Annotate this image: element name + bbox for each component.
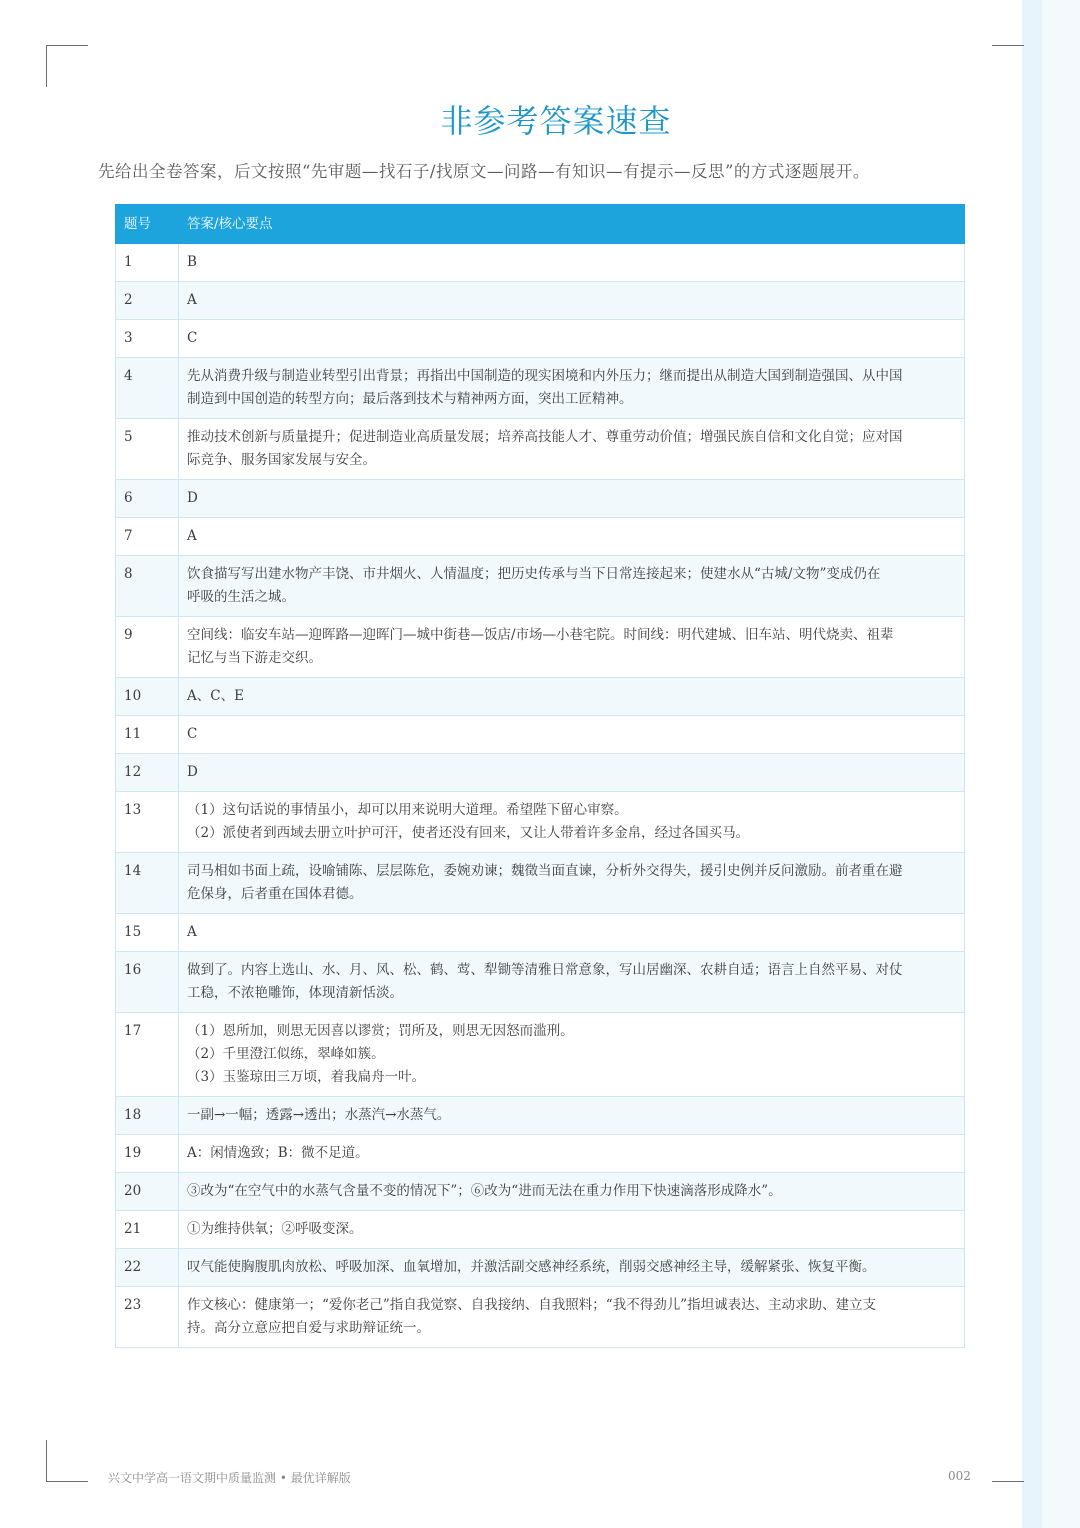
header-question-number: 题号 bbox=[116, 205, 179, 244]
question-number-cell: 3 bbox=[116, 320, 179, 358]
answer-cell bbox=[179, 792, 965, 853]
crop-mark-bottom-left-v bbox=[46, 1440, 47, 1482]
answer-line: A：闲情逸致；B：微不足道。 bbox=[187, 1145, 369, 1161]
answer-line: 叹气能使胸腹肌肉放松、呼吸加深、血氧增加，并激活副交感神经系统，削弱交感神经主导，缓解紧张、恢复平衡。 bbox=[187, 1259, 876, 1275]
answer-cell bbox=[179, 678, 965, 716]
answer-line: 持。高分立意应把自爱与求助辩证统一。 bbox=[187, 1320, 430, 1336]
answer-cell bbox=[179, 419, 965, 480]
table-row bbox=[116, 320, 965, 358]
table-row bbox=[116, 1135, 965, 1173]
answer-line: 制造到中国创造的转型方向；最后落到技术与精神两方面，突出工匠精神。 bbox=[187, 391, 633, 407]
answer-cell bbox=[179, 358, 965, 419]
answer-cell bbox=[179, 518, 965, 556]
question-number-cell: 10 bbox=[116, 678, 179, 716]
answer-cell bbox=[179, 556, 965, 617]
question-number-cell: 20 bbox=[116, 1173, 179, 1211]
answer-line: A bbox=[187, 292, 197, 308]
question-number-cell: 9 bbox=[116, 617, 179, 678]
table-row bbox=[116, 754, 965, 792]
page-number: 002 bbox=[948, 1469, 971, 1483]
table-row bbox=[116, 853, 965, 914]
crop-mark-top-right-h bbox=[992, 45, 1024, 46]
table-row bbox=[116, 282, 965, 320]
page-title: 非参考答案速查 bbox=[440, 102, 672, 140]
answer-line: ①为维持供氧；②呼吸变深。 bbox=[187, 1221, 363, 1237]
answer-line: A bbox=[187, 924, 197, 940]
question-number-cell: 8 bbox=[116, 556, 179, 617]
answer-line: 际竞争、服务国家发展与安全。 bbox=[187, 452, 376, 468]
answer-cell bbox=[179, 1173, 965, 1211]
question-number-cell: 5 bbox=[116, 419, 179, 480]
answer-cell bbox=[179, 480, 965, 518]
answer-cell bbox=[179, 320, 965, 358]
answer-cell bbox=[179, 1287, 965, 1348]
table-row bbox=[116, 556, 965, 617]
answer-cell bbox=[179, 244, 965, 282]
answer-line: 记忆与当下游走交织。 bbox=[187, 650, 322, 666]
answer-line: 呼吸的生活之城。 bbox=[187, 589, 295, 605]
answer-line: C bbox=[187, 330, 198, 346]
answer-line: 司马相如书面上疏，设喻铺陈、层层陈危，委婉劝谏；魏徵当面直谏，分析外交得失，援引史例并反问激励。前者重在避 bbox=[187, 863, 903, 879]
answer-cell bbox=[179, 716, 965, 754]
answer-line: 做到了。内容上选山、水、月、风、松、鹤、莺、犁锄等清雅日常意象，写山居幽深、农耕自适；语言上自然平易、对仗 bbox=[187, 962, 903, 978]
answer-line: D bbox=[187, 764, 198, 780]
crop-mark-top-left-h bbox=[46, 45, 88, 46]
footer-title: 兴文中学高一语文期中质量监测 • 最优详解版 bbox=[108, 1471, 351, 1485]
answer-line: ③改为“在空气中的水蒸气含量不变的情况下”；⑥改为“进而无法在重力作用下快速滴落形成降水”。 bbox=[187, 1183, 782, 1199]
answer-line: C bbox=[187, 726, 198, 742]
answer-line: A bbox=[187, 528, 197, 544]
answer-cell bbox=[179, 754, 965, 792]
table-row bbox=[116, 419, 965, 480]
answer-cell bbox=[179, 914, 965, 952]
answer-line: 工稳，不浓艳雕饰，体现清新恬淡。 bbox=[187, 985, 403, 1001]
answer-line: B bbox=[187, 254, 197, 270]
crop-mark-bottom-right-h bbox=[992, 1481, 1024, 1482]
answer-table bbox=[115, 204, 965, 1348]
answer-line: 一副→一幅；透露→透出；水蒸汽→水蒸气。 bbox=[187, 1107, 451, 1123]
question-number-cell: 19 bbox=[116, 1135, 179, 1173]
table-row bbox=[116, 1249, 965, 1287]
answer-cell bbox=[179, 952, 965, 1013]
crop-mark-bottom-left-h bbox=[46, 1481, 88, 1482]
question-number-cell: 22 bbox=[116, 1249, 179, 1287]
answer-line: （2）千里澄江似练，翠峰如簇。 bbox=[187, 1046, 385, 1062]
question-number-cell: 1 bbox=[116, 244, 179, 282]
table-row bbox=[116, 358, 965, 419]
answer-line: A、C、E bbox=[187, 688, 244, 704]
table-row bbox=[116, 678, 965, 716]
table-row bbox=[116, 1097, 965, 1135]
table-row bbox=[116, 480, 965, 518]
answer-cell bbox=[179, 1211, 965, 1249]
table-row bbox=[116, 716, 965, 754]
table-row bbox=[116, 1211, 965, 1249]
answer-line: （3）玉鉴琼田三万顷，着我扁舟一叶。 bbox=[187, 1069, 426, 1085]
intro-text: 先给出全卷答案，后文按照“先审题—找石子/找原文—问路—有知识—有提示—反思”的方式逐题展开。 bbox=[98, 162, 870, 181]
question-number-cell: 4 bbox=[116, 358, 179, 419]
table-row bbox=[116, 792, 965, 853]
table-row bbox=[116, 617, 965, 678]
table-row bbox=[116, 1287, 965, 1348]
answer-line: 先从消费升级与制造业转型引出背景；再指出中国制造的现实困境和内外压力；继而提出从制造大国到制造强国、从中国 bbox=[187, 368, 903, 384]
question-number-cell: 23 bbox=[116, 1287, 179, 1348]
table-row bbox=[116, 1013, 965, 1097]
table-row bbox=[116, 1173, 965, 1211]
question-number-cell: 16 bbox=[116, 952, 179, 1013]
answer-cell bbox=[179, 1249, 965, 1287]
crop-mark-top-left-v bbox=[46, 45, 47, 87]
answer-line: 危保身，后者重在国体君德。 bbox=[187, 886, 363, 902]
answer-cell bbox=[179, 853, 965, 914]
table-row bbox=[116, 952, 965, 1013]
table-row bbox=[116, 518, 965, 556]
answer-line: （2）派使者到西域去册立叶护可汗，使者还没有回来，又让人带着许多金帛，经过各国买马。 bbox=[187, 825, 750, 841]
table-row bbox=[116, 244, 965, 282]
answer-line: D bbox=[187, 490, 198, 506]
answer-line: 作文核心：健康第一；“爱你老己”指自我觉察、自我接纳、自我照料；“我不得劲儿”指坦诚表达、主动求助、建立支 bbox=[187, 1297, 877, 1313]
question-number-cell: 15 bbox=[116, 914, 179, 952]
question-number-cell: 21 bbox=[116, 1211, 179, 1249]
answer-cell bbox=[179, 1097, 965, 1135]
answer-cell bbox=[179, 282, 965, 320]
question-number-cell: 17 bbox=[116, 1013, 179, 1097]
answer-line: （1）恩所加，则思无因喜以谬赏；罚所及，则思无因怒而滥刑。 bbox=[187, 1023, 574, 1039]
question-number-cell: 6 bbox=[116, 480, 179, 518]
answer-line: （1）这句话说的事情虽小，却可以用来说明大道理。希望陛下留心审察。 bbox=[187, 802, 628, 818]
question-number-cell: 14 bbox=[116, 853, 179, 914]
answer-line: 推动技术创新与质量提升；促进制造业高质量发展；培养高技能人才、尊重劳动价值；增强民族自信和文化自觉；应对国 bbox=[187, 429, 903, 445]
answer-line: 空间线：临安车站—迎晖路—迎晖门—城中街巷—饭店/市场—小巷宅院。时间线：明代建城、旧车站、明代烧卖、祖辈 bbox=[187, 627, 894, 643]
header-answer: 答案/核心要点 bbox=[179, 205, 965, 244]
question-number-cell: 13 bbox=[116, 792, 179, 853]
table-header-row bbox=[116, 205, 965, 244]
question-number-cell: 7 bbox=[116, 518, 179, 556]
side-margin-band bbox=[1022, 0, 1042, 1528]
question-number-cell: 11 bbox=[116, 716, 179, 754]
answer-cell bbox=[179, 1135, 965, 1173]
answer-cell bbox=[179, 1013, 965, 1097]
question-number-cell: 12 bbox=[116, 754, 179, 792]
question-number-cell: 2 bbox=[116, 282, 179, 320]
answer-table-body bbox=[116, 244, 965, 1348]
table-row bbox=[116, 914, 965, 952]
question-number-cell: 18 bbox=[116, 1097, 179, 1135]
answer-line: 饮食描写写出建水物产丰饶、市井烟火、人情温度；把历史传承与当下日常连接起来；使建水从“古城/文物”变成仍在 bbox=[187, 566, 881, 582]
answer-cell bbox=[179, 617, 965, 678]
